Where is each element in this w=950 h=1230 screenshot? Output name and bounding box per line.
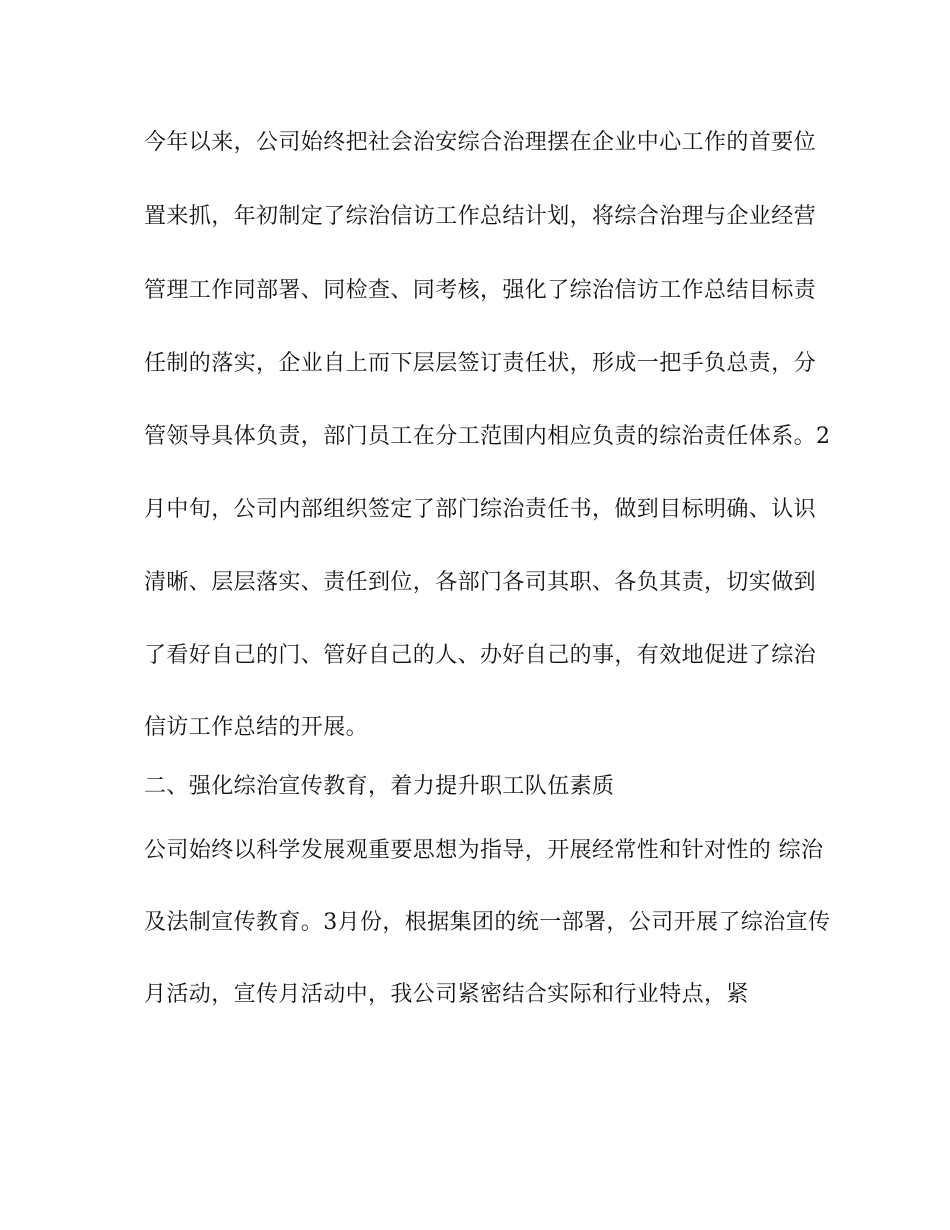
paragraph-1-line-4: 任制的落实，企业自上而下层层签订责任状，形成一把手负总责，分 [144, 351, 817, 376]
paragraph-2-line-2: 及法制宣传教育。3月份，根据集团的统一部署，公司开展了综治宣传 [144, 910, 831, 935]
paragraph-1-line-7: 清晰、层层落实、责任到位，各部门各司其职、各负其责，切实做到 [144, 570, 817, 595]
paragraph-2-line-3: 月活动，宣传月活动中，我公司紧密结合实际和行业特点，紧 [144, 982, 749, 1007]
paragraph-1-line-1: 今年以来，公司始终把社会治安综合治理摆在企业中心工作的首要位 [144, 130, 817, 155]
paragraph-1-line-3: 管理工作同部署、同检查、同考核，强化了综治信访工作总结目标责 [144, 278, 817, 303]
paragraph-1-line-6: 月中旬，公司内部组织签定了部门综治责任书，做到目标明确、认识 [144, 497, 817, 522]
paragraph-2-line-1: 公司始终以科学发展观重要思想为指导，开展经常性和针对性的 综治 [144, 838, 824, 863]
section-heading: 二、强化综治宣传教育，着力提升职工队伍素质 [144, 774, 615, 799]
paragraph-1-line-2: 置来抓，年初制定了综治信访工作总结计划，将综合治理与企业经营 [144, 204, 817, 229]
paragraph-1-line-5: 管领导具体负责，部门员工在分工范围内相应负责的综治责任体系。2 [144, 424, 831, 449]
paragraph-1-line-8: 了看好自己的门、管好自己的人、办好自己的事，有效地促进了综治 [144, 643, 817, 668]
paragraph-1-line-9: 信访工作总结的开展。 [144, 715, 369, 740]
